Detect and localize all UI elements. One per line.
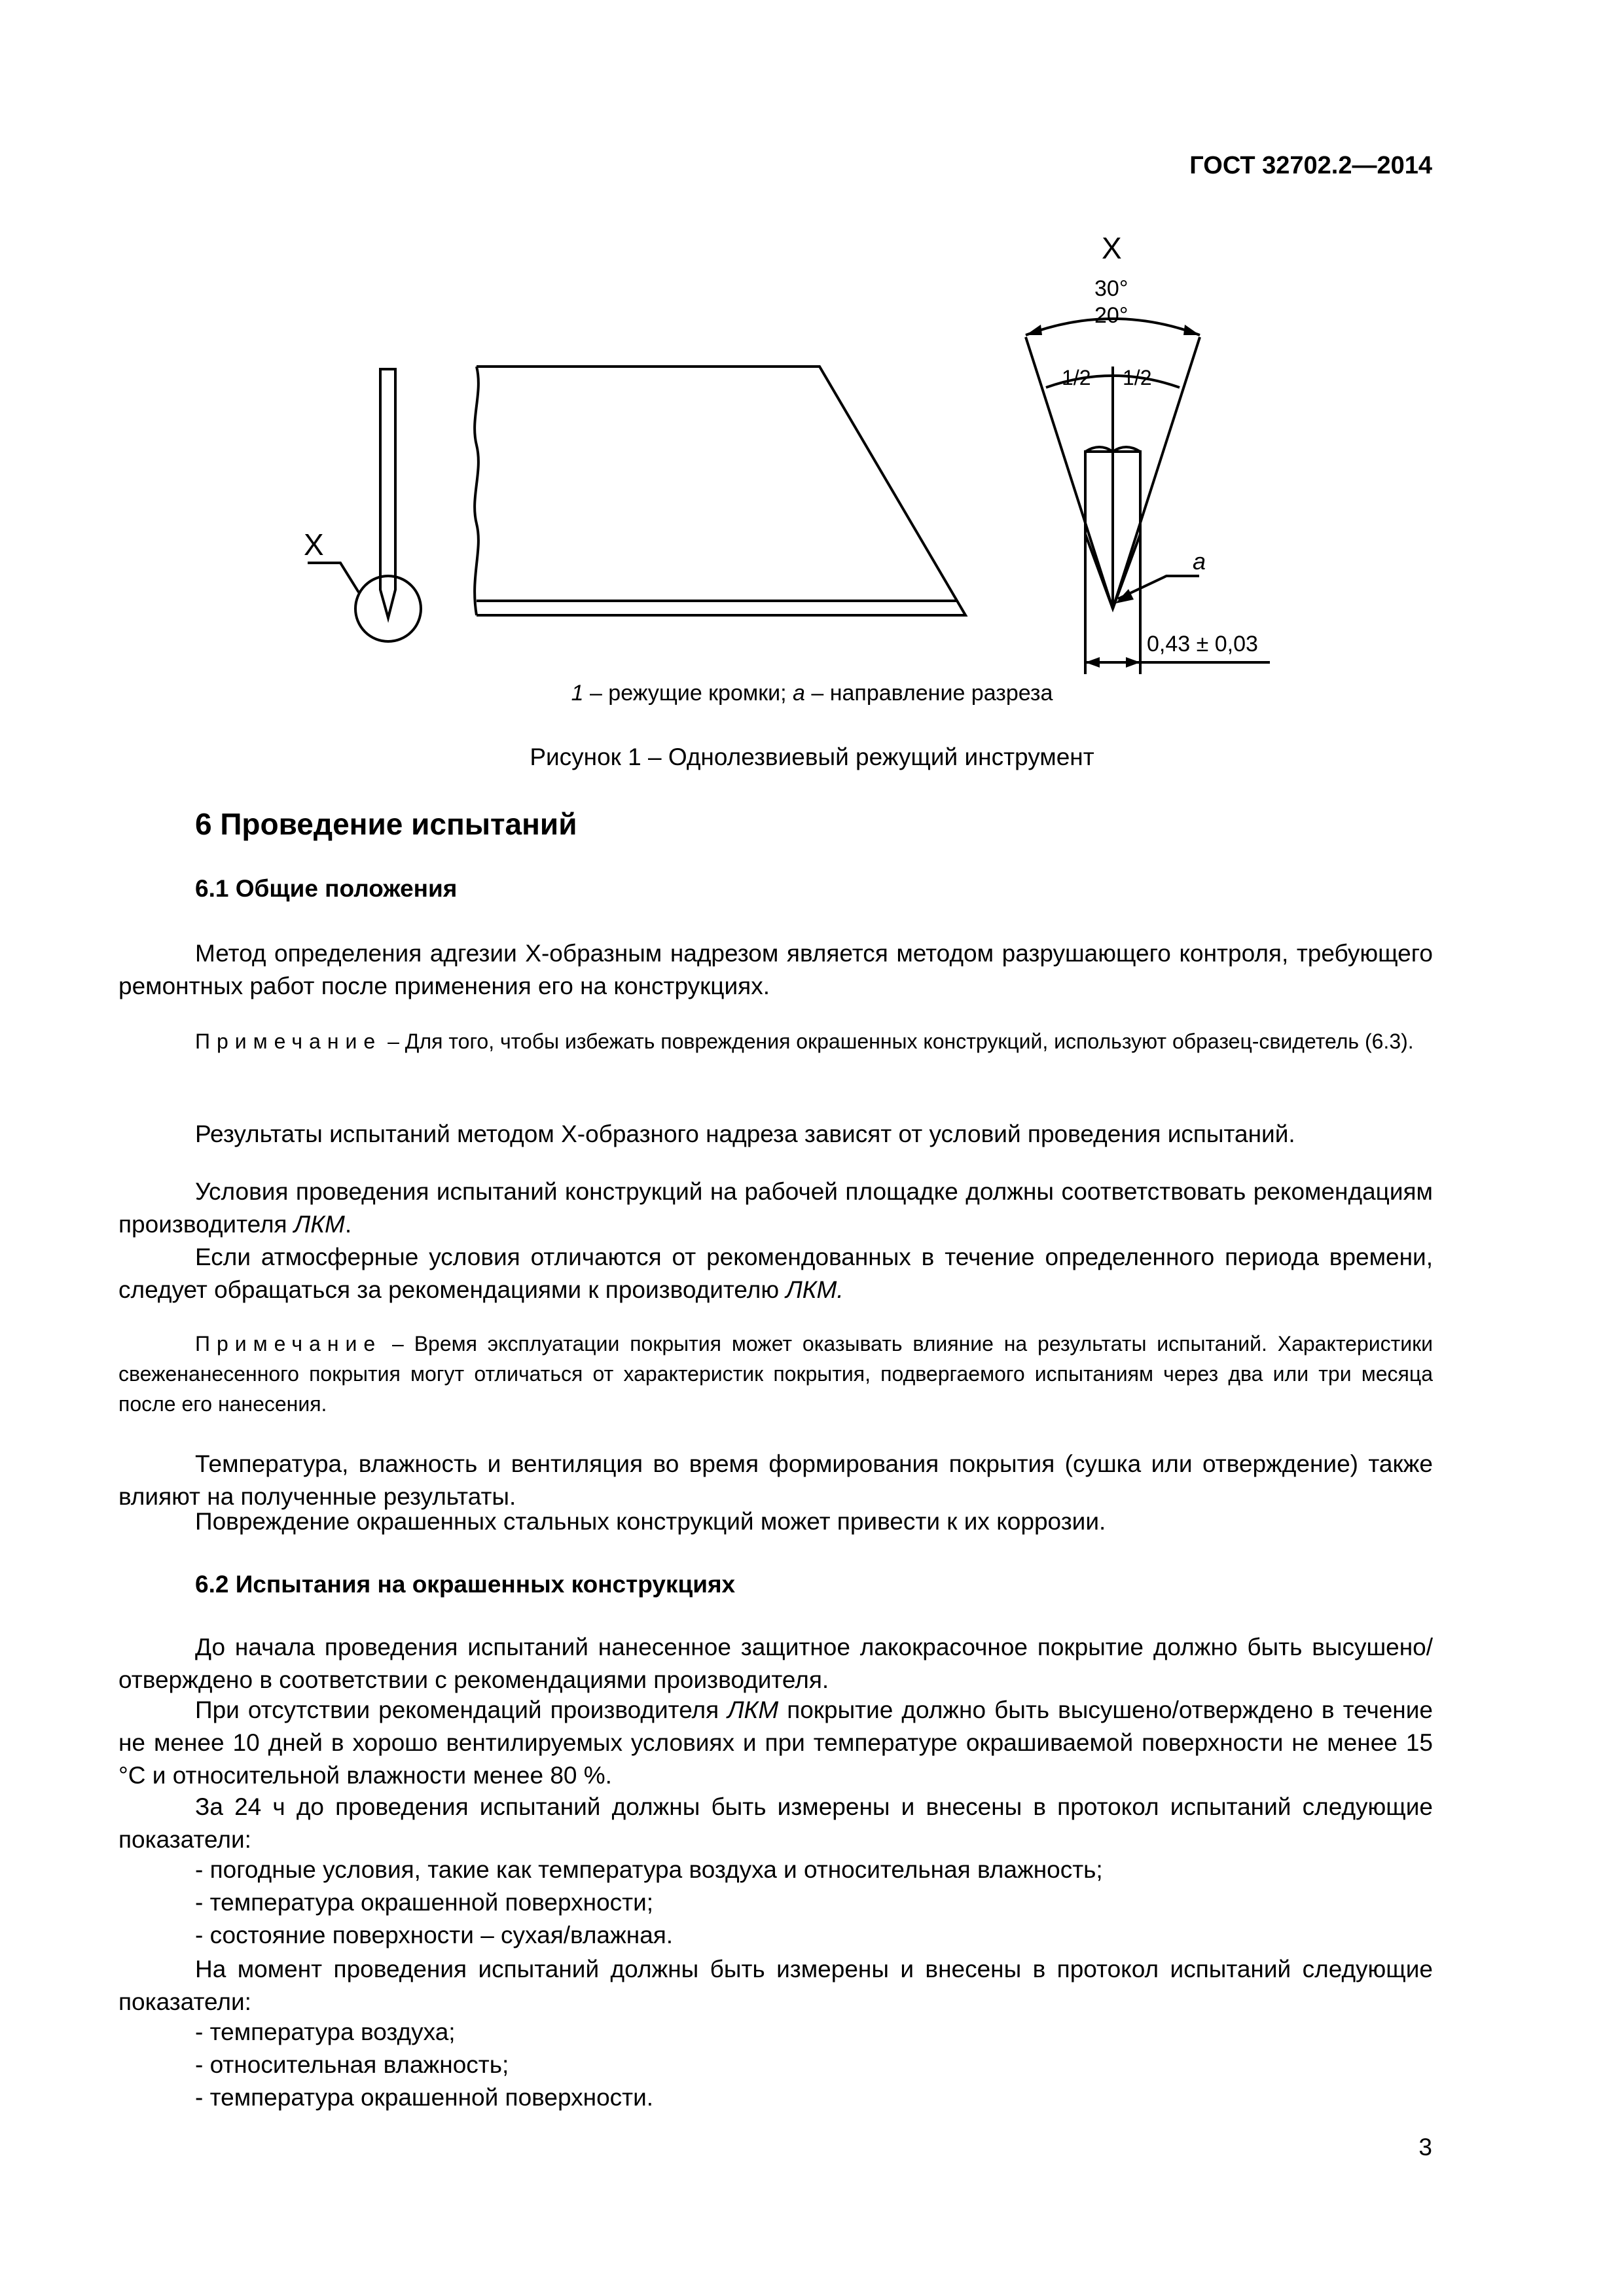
detail-circle — [355, 576, 421, 641]
label-x-top: X — [1102, 231, 1122, 265]
arrow-arc-right — [1183, 325, 1200, 335]
list-2 — [195, 2016, 653, 2114]
section-title: 6 Проведение испытаний — [195, 807, 577, 841]
list-item: - температура окрашенной поверхности. — [195, 2084, 654, 2111]
paragraph-9: За 24 ч до проведения испытаний должны быть измерены и внесены в протокол испытаний следующие показатели: — [118, 1793, 1433, 1853]
paragraph-7: До начала проведения испытаний нанесенное защитное лакокрасочное покрытие должно быть высушено/отверждено в соответствии с рекомендациями производителя. — [118, 1634, 1433, 1693]
paragraph-3-text: Условия проведения испытаний конструкций на рабочей площадке должны соответствовать рекомендациям производителя — [118, 1178, 1433, 1238]
paragraph-3 — [118, 1175, 1433, 1241]
label-angle-20: 20° — [1094, 303, 1128, 328]
page-number: 3 — [1418, 2134, 1432, 2161]
paragraph-8-post: покрытие должно быть высушено/отверждено в течение не менее 10 дней в хорошо вентилируемых условиях и при температуре окрашиваемой поверхности не менее 15 °С и относительной влажности менее 80 %. — [118, 1696, 1433, 1789]
tool-side-view — [380, 369, 395, 618]
figure-caption: Рисунок 1 – Однолезвиевый режущий инструмент — [530, 744, 1094, 770]
list-1 — [195, 1854, 1103, 1952]
arrow-dim-left — [1085, 657, 1100, 668]
subsection-6-2-title: 6.2 Испытания на окрашенных конструкциях — [195, 1571, 736, 1598]
paragraph-6: Повреждение окрашенных стальных конструкций может привести к их коррозии. — [195, 1508, 1106, 1535]
paragraph-2: Результаты испытаний методом Х-образного надреза зависят от условий проведения испытаний. — [195, 1121, 1295, 1147]
label-angle-30: 30° — [1094, 276, 1128, 301]
list-item: - относительная влажность; — [195, 2051, 509, 2078]
legend-num: 1 — [571, 681, 584, 706]
label-thickness: 0,43 ± 0,03 — [1147, 632, 1258, 656]
arrow-arc-left — [1026, 325, 1042, 335]
paragraph-4-lkm: ЛКМ. — [785, 1276, 844, 1303]
legend-part1: – режущие кромки; — [583, 681, 793, 706]
legend-part2: – направление разреза — [804, 681, 1053, 706]
list-item: - температура воздуха; — [195, 2018, 456, 2045]
list-item: - состояние поверхности – сухая/влажная. — [195, 1922, 674, 1948]
paragraph-4-text: Если атмосферные условия отличаются от рекомендованных в течение определенного периода времени, следует обращаться за рекомендациями к производителю — [118, 1244, 1433, 1303]
paragraph-8-pre: При отсутствии рекомендаций производителя — [195, 1696, 728, 1723]
paragraph-8-lkm: ЛКМ — [727, 1696, 779, 1723]
paragraph-4 — [118, 1241, 1433, 1306]
list-item: - температура окрашенной поверхности; — [195, 1889, 654, 1916]
list-item: - погодные условия, такие как температура воздуха и относительная влажность; — [195, 1856, 1103, 1883]
paragraph-3-lkm: ЛКМ — [293, 1211, 345, 1238]
label-half-left: 1/2 — [1062, 366, 1091, 389]
legend-a: а — [793, 681, 805, 706]
paragraph-5: Температура, влажность и вентиляция во время формирования покрытия (сушка или отверждение) также влияют на полученные результаты. — [118, 1450, 1433, 1510]
note-1 — [118, 1026, 1433, 1056]
detail-leader — [308, 563, 359, 592]
arrow-dim-right — [1126, 657, 1140, 668]
note-1-label: Примечание — [195, 1030, 382, 1053]
label-x-left: X — [304, 528, 324, 562]
label-half-right: 1/2 — [1123, 366, 1152, 389]
label-a: a — [1193, 548, 1206, 575]
blade-outline — [477, 367, 965, 615]
note-2 — [118, 1329, 1433, 1419]
paragraph-1: Метод определения адгезии Х-образным надрезом является методом разрушающего контроля, требующего ремонтных работ после применения его на конструкциях. — [118, 940, 1433, 999]
note-1-text: – Для того, чтобы избежать повреждения окрашенных конструкций, используют образец-свидетель (6.3). — [382, 1030, 1414, 1053]
paragraph-3-end: . — [344, 1211, 352, 1238]
note-2-label: Примечание — [195, 1332, 382, 1355]
figure-legend — [0, 681, 1624, 706]
paragraph-10: На момент проведения испытаний должны быть измерены и внесены в протокол испытаний следующие показатели: — [118, 1956, 1433, 2015]
subsection-6-1-title: 6.1 Общие положения — [195, 875, 458, 902]
blade-break-line — [475, 367, 478, 615]
paragraph-8 — [118, 1694, 1433, 1792]
note-2-text: – Время эксплуатации покрытия может оказывать влияние на результаты испытаний. Характеристики свеженанесенного покрытия могут отличаться от характеристик покрытия, подвергаемого испытаниям через два или три месяца после его нанесения. — [118, 1332, 1433, 1416]
document-header: ГОСТ 32702.2—2014 — [1189, 152, 1432, 179]
